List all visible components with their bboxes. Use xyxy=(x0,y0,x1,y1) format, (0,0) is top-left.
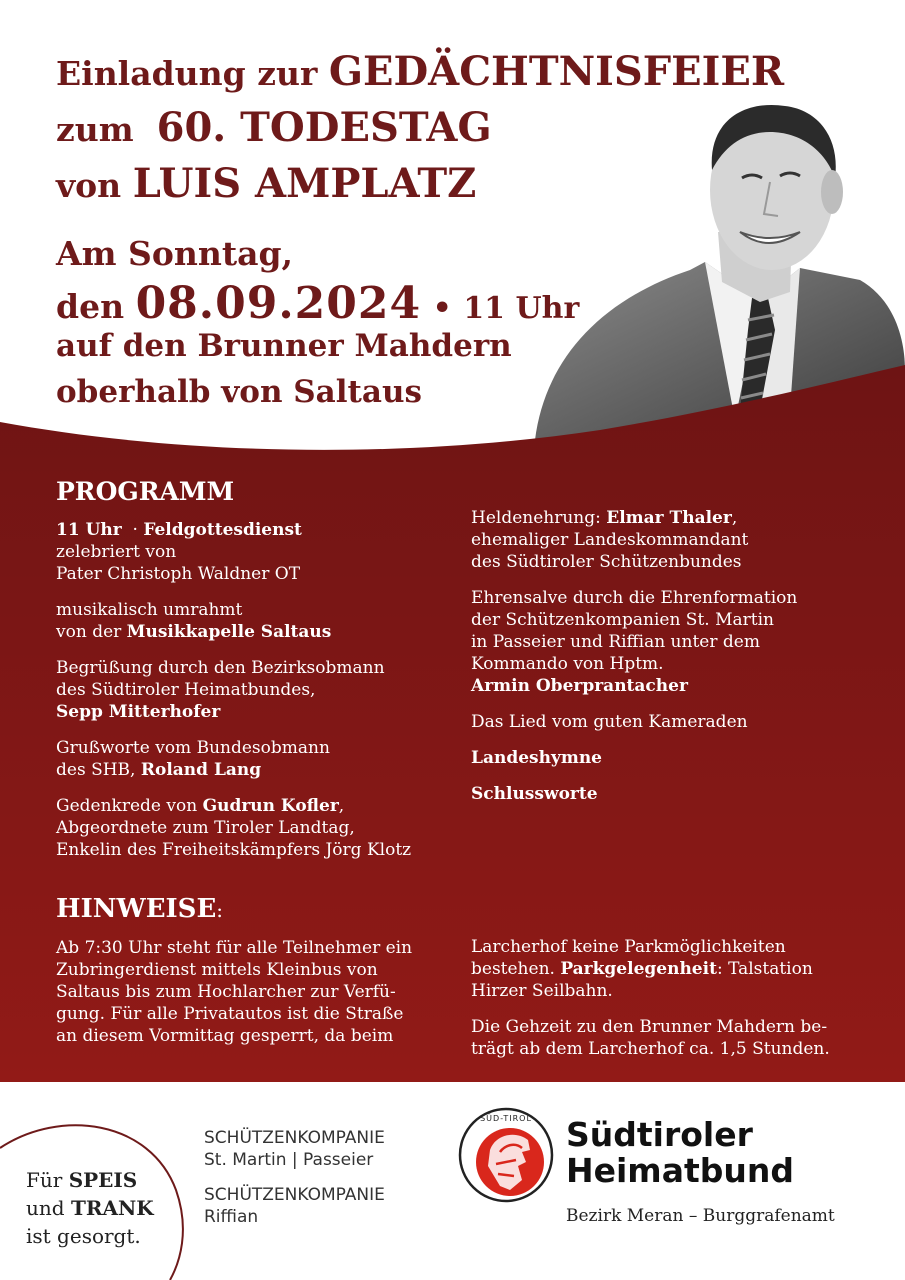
program-item: Begrüßung durch den Bezirksobmann des Südtiroler Heimatbundes, Sepp Mitterhofer xyxy=(56,658,385,722)
location-line-1: auf den Brunner Mahdern xyxy=(56,328,512,364)
event-time: 11 Uhr xyxy=(463,291,580,326)
program-item: Landeshymne xyxy=(471,748,603,768)
event-date: 08.09.2024 xyxy=(135,278,422,329)
program-item: Heldenehrung: Elmar Thaler, ehemaliger Landeskommandant des Südtiroler Schützenbundes xyxy=(471,508,749,572)
program-item: 11 Uhr · Feldgottesdienst zelebriert von Pater Christoph Waldner OT xyxy=(56,520,302,584)
hinweise-left-column: Ab 7:30 Uhr steht für alle Teilnehmer ein Zubringerdienst mittels Kleinbus von Saltaus bis zum Hochlarcher zur Verfü- gung. Für alle Privatautos ist die Straße an diesem Vormittag gesperrt, da beim xyxy=(56,938,413,1046)
program-item: musikalisch umrahmt von der Musikkapelle Saltaus xyxy=(56,600,332,642)
hinweise-heading: HINWEISE: xyxy=(56,894,224,924)
brand-name: Südtiroler Heimatbund xyxy=(566,1115,794,1190)
title-line-2: zum 60. TODESTAG xyxy=(56,104,492,151)
organizer-2: SCHÜTZENKOMPANIE Riffian xyxy=(204,1185,385,1227)
location-line-2: oberhalb von Saltaus xyxy=(56,374,422,410)
brand-subtitle: Bezirk Meran – Burggrafenamt xyxy=(566,1206,835,1226)
programm-right-column xyxy=(471,507,891,819)
date-line-2: den 08.09.2024 • 11 Uhr xyxy=(56,278,580,329)
program-item: Ehrensalve durch die Ehrenformation der Schützenkompanien St. Martin in Passeier und Riffian unter dem Kommando von Hptm. Armin Oberprantacher xyxy=(471,588,798,696)
title-line-3: von LUIS AMPLATZ xyxy=(56,160,477,207)
logo-ring-text: SÜD-TIROL xyxy=(480,1114,532,1123)
program-item: Gedenkrede von Gudrun Kofler, Abgeordnete zum Tiroler Landtag, Enkelin des Freiheitskämpfers Jörg Klotz xyxy=(56,796,412,860)
programm-left-column xyxy=(56,519,456,875)
programm-heading: PROGRAMM xyxy=(56,477,235,506)
title-line-1: Einladung zur GEDÄCHTNISFEIER xyxy=(56,48,785,95)
catering-note: Für SPEIS und TRANK ist gesorgt. xyxy=(26,1168,154,1248)
program-item: Schlussworte xyxy=(471,784,598,804)
date-line-1: Am Sonntag, xyxy=(56,234,294,273)
hinweise-right-column: Larcherhof keine Parkmöglichkeiten bestehen. Parkgelegenheit: Talstation Hirzer Seilbahn. Die Gehzeit zu den Brunner Mahdern be- trägt ab dem Larcherhof ca. 1,5 Stunden. xyxy=(471,937,830,1059)
organizer-1: SCHÜTZENKOMPANIE St. Martin | Passeier xyxy=(204,1128,385,1170)
program-item: Das Lied vom guten Kameraden xyxy=(471,712,748,732)
program-item: Grußworte vom Bundesobmann des SHB, Roland Lang xyxy=(56,738,330,780)
